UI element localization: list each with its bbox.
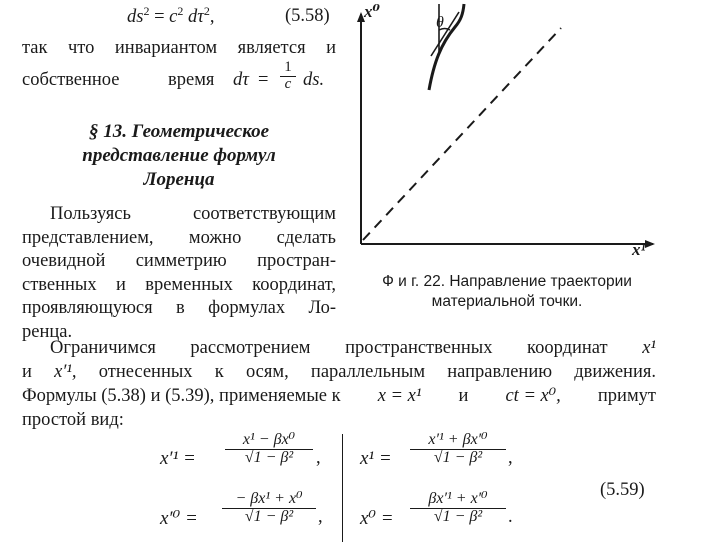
paragraph-line: проявляющуюся в формулах Ло-	[22, 298, 336, 318]
eq2-tail: ,	[508, 448, 513, 468]
word: время	[168, 70, 215, 90]
paragraph-line: очевидной симметрию простран-	[22, 251, 336, 271]
section-heading-line: Лоренца	[143, 169, 215, 190]
equation-divider	[342, 434, 343, 542]
eq2-lhs: x¹ =	[360, 448, 392, 469]
paragraph	[22, 203, 336, 344]
paragraph-line: представлением, можно сделать	[22, 227, 336, 248]
main-text	[22, 336, 656, 432]
eq4-fraction: $\frac{\text{βx′¹ + x′⁰}}{\text{√1 − β²}}$	[410, 491, 506, 526]
main-text-line: Ограничимся рассмотрением пространственных координат x¹	[50, 338, 656, 358]
main-text-line: простой вид:	[22, 410, 124, 430]
word: является	[237, 38, 306, 58]
proper-time-lhs: dτ	[233, 70, 249, 90]
word: собственное	[22, 70, 120, 90]
word: что	[68, 38, 95, 58]
section-heading-line: представление формул	[82, 145, 276, 166]
section-heading	[22, 120, 336, 192]
paragraph-line: ренца.	[22, 321, 73, 342]
figure-caption-line: Ф и г. 22. Направление траектории	[382, 273, 632, 290]
light-line-dashed	[363, 28, 561, 240]
equation-number-5-59: (5.59)	[600, 480, 645, 500]
eq3-tail: ,	[318, 507, 323, 527]
formula-d: d	[187, 7, 198, 28]
word: инвариантом	[114, 38, 218, 58]
text-line-1	[22, 38, 336, 59]
x-axis-arrow	[645, 240, 655, 248]
paragraph-line: Пользуясь соответствующим	[50, 204, 336, 224]
figure-22-diagram	[355, 0, 660, 260]
eq3-lhs: x′⁰ =	[160, 508, 198, 529]
eq1-fraction: $\frac{\text{x¹ − βx⁰}}{\text{√1 − β²}}$	[225, 432, 313, 467]
eq4-lhs: x⁰ =	[360, 508, 394, 529]
formula-exponent-tau: 2	[203, 4, 210, 18]
equation-number-5-58: (5.58)	[285, 6, 330, 26]
word: так	[22, 38, 48, 58]
eq2-fraction: $\frac{\text{x′¹ + βx′⁰}}{\text{√1 − β²}}$	[410, 432, 506, 467]
proper-time-rhs: ds.	[303, 70, 325, 90]
main-text-line: и x′¹, отнесенных к осям, параллельным направлению движения.	[22, 362, 656, 382]
formula-equals: =	[154, 7, 165, 28]
proper-time-fraction: $\frac{1}{c}$	[280, 60, 296, 93]
word: и	[326, 38, 336, 58]
trajectory-curve	[429, 4, 464, 90]
formula-c: c	[169, 7, 178, 28]
paragraph-line: ственных и временных координат,	[22, 274, 336, 295]
eq3-fraction: $\frac{\text{− βx¹ + x⁰}}{\text{√1 − β²}}$	[222, 491, 316, 526]
main-text-line: Формулы (5.38) и (5.39), применяемые к x = x¹ и ct = x⁰, примут	[22, 386, 656, 406]
angle-theta-label: θ	[436, 14, 444, 31]
formula-tau: τ	[197, 7, 204, 28]
formula-exponent-c: 2	[177, 4, 184, 18]
eq4-tail: .	[508, 507, 513, 527]
proper-time-equals: =	[258, 70, 269, 90]
figure-caption	[352, 272, 662, 312]
x-axis-label: x¹	[632, 240, 646, 259]
section-heading-line: § 13. Геометрическое	[88, 121, 270, 142]
eq1-tail: ,	[316, 448, 321, 468]
formula-5-58: $ds^2 = c^2$ $d\tau^2$,	[127, 4, 215, 28]
formula-exponent: 2	[143, 4, 150, 18]
formula-lhs: ds	[127, 7, 144, 28]
figure-caption-line: материальной точки.	[431, 293, 583, 310]
text-line-2	[22, 59, 336, 106]
eq1-lhs: x′¹ =	[160, 448, 196, 469]
y-axis-label: x⁰	[364, 2, 380, 21]
